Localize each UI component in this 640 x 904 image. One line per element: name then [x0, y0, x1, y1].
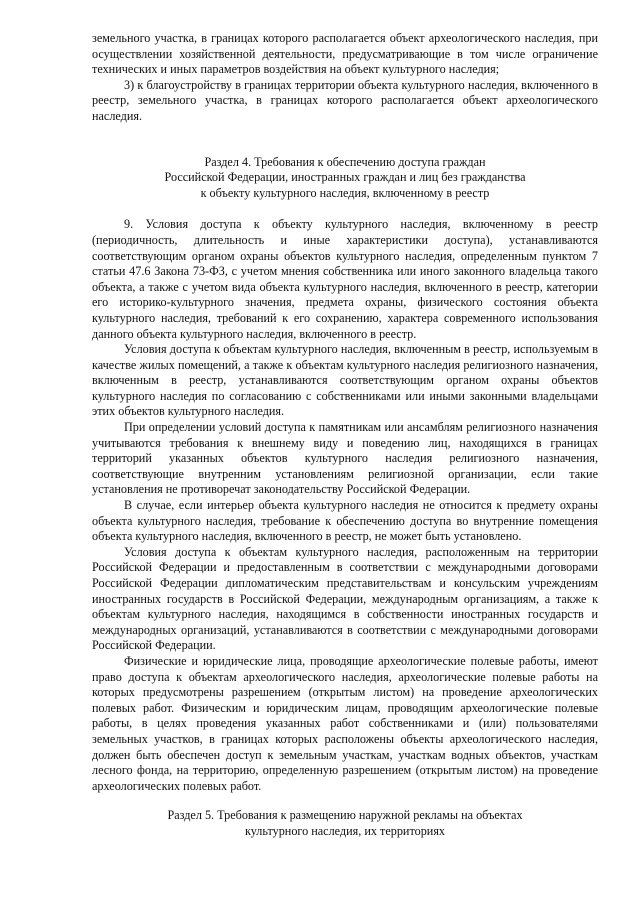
section-5-heading	[92, 808, 598, 839]
section-4-heading-line: Российской Федерации, иностранных граждан и лиц без гражданства	[164, 170, 526, 185]
section-5-heading-line: Раздел 5. Требования к размещению наружной рекламы на объектах	[167, 808, 523, 823]
section-4-paragraph: Физические и юридические лица, проводящие археологические полевые работы, имеют право доступа к объектам археологического наследия, археологические полевые работы на которых предусмотрены разрешением (открытым листом) на проведение археологических полевых работ. Физическим и юридическим лицам, проводящим археологические полевые работы, в целях проведения указанных работ собственниками и (или) пользователями земельных участков, в границах которых расположены объекты археологического наследия, должен быть обеспечен доступ к земельным участкам, участкам водных объектов, участкам лесного фонда, на территорию, определенную разрешением (открытым листом) на проведение археологических полевых работ.	[92, 653, 598, 793]
section-4-paragraph: При определении условий доступа к памятникам или ансамблям религиозного назначения учитываются требования к внешнему виду и поведению лиц, находящихся в границах территорий указанных объектов культурного наследия религиозного назначения, соответствующие внутренним установлениям религиозной организации, если такие установления не противоречат законодательству Российской Федерации.	[92, 420, 598, 497]
section-4-paragraph: Условия доступа к объектам культурного наследия, включенным в реестр, используемым в качестве жилых помещений, а также к объектам культурного наследия религиозного назначения, включенным в реестр, устанавливаются соответствующим органом охраны объектов культурного наследия по согласованию с собственниками или иными законными владельцами этих объектов культурного наследия.	[92, 342, 598, 419]
section-4-paragraph: 9. Условия доступа к объекту культурного наследия, включенному в реестр (периодичность, длительность и иные характеристики доступа), устанавливаются соответствующим органом охраны объектов культурного наследия, определенным пунктом 7 статьи 47.6 Закона 73-ФЗ, с учетом мнения собственника или иного законного владельца такого объекта, а также с учетом вида объекта культурного наследия, включенного в реестр, категории его историко-культурного значения, предмета охраны, физического состояния объекта культурного наследия, требований к его сохранению, характера современного использования данного объекта культурного наследия, включенного в реестр.	[92, 217, 598, 341]
section-4-heading-line: к объекту культурного наследия, включенному в реестр	[200, 185, 490, 200]
section-4-heading	[92, 155, 598, 202]
section-5-heading-line: культурного наследия, их территориях	[244, 823, 446, 838]
intro-paragraph: земельного участка, в границах которого располагается объект археологического наследия, при осуществлении хозяйственной деятельности, предусматривающие в том числе ограничение технических и иных параметров воздействия на объект культурного наследия;	[92, 31, 598, 77]
section-4-paragraph: В случае, если интерьер объекта культурного наследия не относится к предмету охраны объекта культурного наследия, требование к обеспечению доступа во внутренние помещения объекта культурного наследия, включенного в реестр, не может быть установлено.	[92, 498, 598, 544]
section-4-heading-line: Раздел 4. Требования к обеспечению доступа граждан	[204, 154, 486, 169]
document-body	[92, 31, 598, 840]
intro-paragraph: 3) к благоустройству в границах территории объекта культурного наследия, включенного в реестр, земельного участка, в границах которого располагается объект археологического наследия.	[92, 77, 598, 123]
section-4-paragraph: Условия доступа к объектам культурного наследия, расположенным на территории Российской Федерации и предоставленным в соответствии с международными договорами Российской Федерации дипломатическим представительствам и консульским учреждениям иностранных государств в Российской Федерации, международным организациям, а также к объектам культурного наследия, находящимся в собственности иностранных государств и международных организаций, устанавливаются в соответствии с международными договорами Российской Федерации.	[92, 544, 598, 653]
